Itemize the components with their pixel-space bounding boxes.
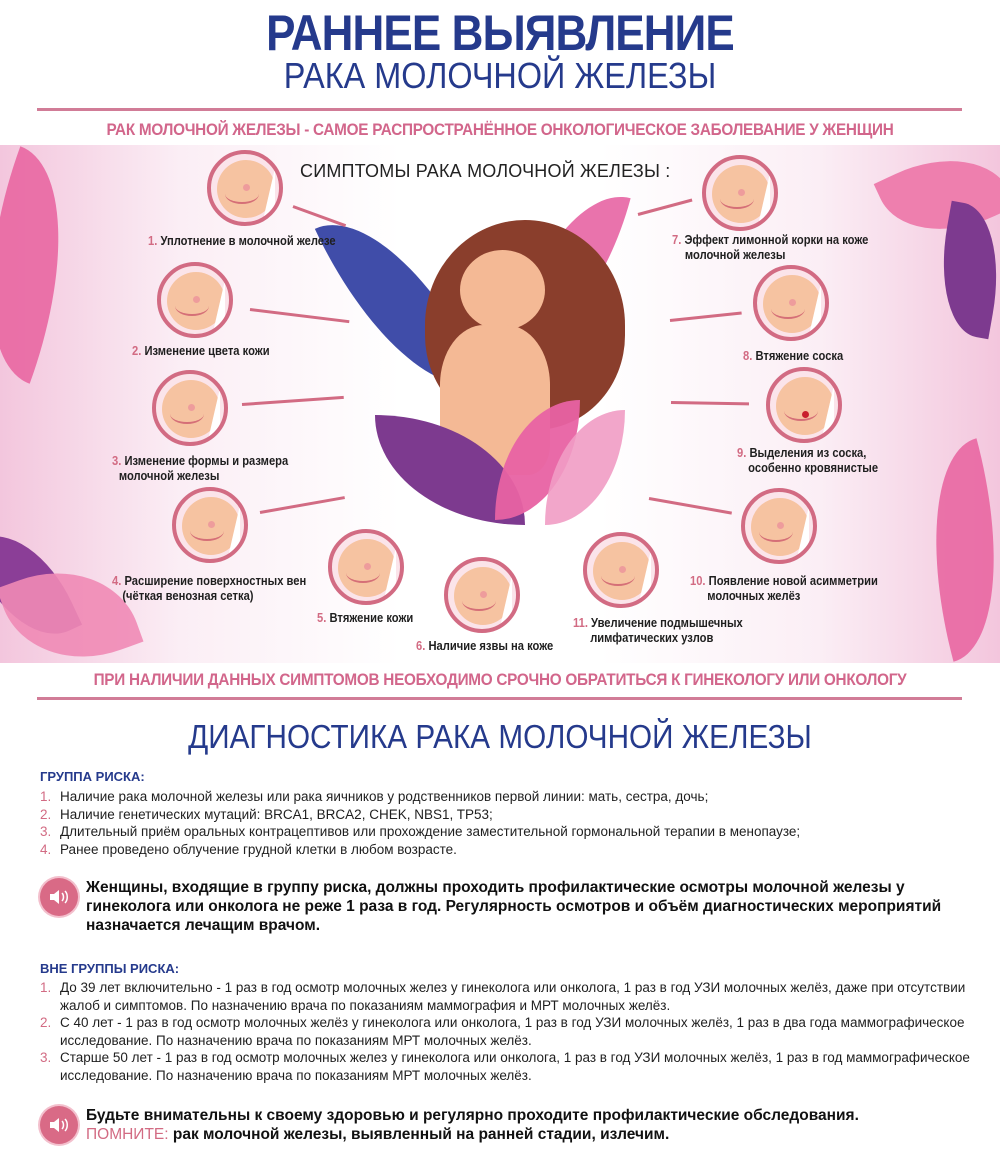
symptom-10-label: 10. Появление новой асимметрии молочных желёз: [690, 573, 878, 603]
symptom-2-image: [157, 262, 233, 338]
final-note-line1: Будьте внимательны к своему здоровью и регулярно проходите профилактические обследования.: [86, 1107, 859, 1124]
connector-2: [250, 308, 350, 323]
diagnostics-title: ДИАГНОСТИКА РАКА МОЛОЧНОЙ ЖЕЛЕЗЫ: [188, 718, 812, 755]
symptom-9-label: 9. Выделения из соска, особенно кровянистые: [737, 445, 879, 475]
connector-4: [260, 496, 345, 514]
banner-bottom: ПРИ НАЛИЧИИ ДАННЫХ СИМПТОМОВ НЕОБХОДИМО СРОЧНО ОБРАТИТЬСЯ К ГИНЕКОЛОГУ ИЛИ ОНКОЛОГУ: [93, 670, 907, 689]
symptom-3-image: [152, 370, 228, 446]
list-item: 4. Ранее проведено облучение грудной клетки в любом возрасте.: [40, 841, 457, 857]
symptom-4-label: 4. Расширение поверхностных вен (чёткая венозная сетка): [112, 573, 307, 603]
list-item: 3. Старше 50 лет - 1 раз в год осмотр молочных желез у гинеколога или онколога, 1 раз в год УЗИ молочных желёз, 1 раз в год маммографическое исследование. По назначению врача по показаниям МРТ молочных желёз.: [40, 1050, 970, 1083]
list-item: 3. Длительный приём оральных контрацептивов или прохождение заместительной гормональной терапии в менопаузе;: [40, 824, 801, 839]
symptom-6-image: [444, 557, 520, 633]
woman-illustration: [345, 185, 655, 525]
final-note: [40, 1106, 980, 1144]
risk-group-note: Женщины, входящие в группу риска, должны проходить профилактические осмотры молочной железы у гинеколога или онколога не реже 1 раза в год. Регулярность осмотров и объём диагностических мероприятий назначается лечащим врачом.: [40, 878, 980, 935]
banner-top: РАК МОЛОЧНОЙ ЖЕЛЕЗЫ - САМОЕ РАСПРОСТРАНЁННОЕ ОНКОЛОГИЧЕСКОЕ ЗАБОЛЕВАНИЕ У ЖЕНЩИН: [106, 120, 894, 139]
non-risk-group-heading: ВНЕ ГРУППЫ РИСКА:: [40, 961, 180, 976]
connector-8: [670, 311, 742, 322]
leaf-left-top-icon: [0, 146, 105, 384]
symptoms-title: СИМПТОМЫ РАКА МОЛОЧНОЙ ЖЕЛЕЗЫ :: [300, 161, 671, 181]
risk-group-list: [40, 788, 980, 858]
risk-group-heading: ГРУППА РИСКА:: [40, 769, 145, 784]
symptoms-panel: [0, 145, 1000, 663]
divider-top: [37, 108, 962, 111]
symptom-9-image: [766, 367, 842, 443]
symptom-8-image: [753, 265, 829, 341]
connector-9: [671, 401, 749, 405]
face-shape: [460, 250, 545, 330]
symptom-10-image: [741, 488, 817, 564]
symptom-7-label: 7. Эффект лимонной корки на коже молочной железы: [672, 232, 869, 262]
list-item: 2. С 40 лет - 1 раз в год осмотр молочных желёз у гинеколога или онколога, 1 раз в год УЗИ молочных желёз, 1 раз в два года маммографическое исследование. По назначению врача по показаниям МРТ молочных желёз.: [40, 1015, 965, 1048]
speaker-icon: [40, 1106, 78, 1144]
symptom-7-image: [702, 155, 778, 231]
list-item: 2. Наличие генетических мутаций: BRCA1, BRCA2, CHEK, NBS1, TP53;: [40, 806, 493, 822]
connector-1: [292, 205, 346, 227]
non-risk-group-list: [40, 979, 980, 1084]
symptom-3-label: 3. Изменение формы и размера молочной железы: [112, 453, 289, 483]
symptom-1-label: 1. Уплотнение в молочной железе: [148, 233, 336, 248]
main-title: РАННЕЕ ВЫЯВЛЕНИЕ: [266, 5, 734, 61]
symptom-1-image: [207, 150, 283, 226]
symptom-6-label: 6. Наличие язвы на коже: [416, 638, 554, 653]
connector-3: [242, 396, 344, 406]
main-subtitle: РАКА МОЛОЧНОЙ ЖЕЛЕЗЫ: [283, 55, 717, 96]
leaf-right-bottom-icon: [899, 438, 1000, 662]
connector-10: [649, 497, 732, 515]
symptom-11-image: [583, 532, 659, 608]
symptom-2-label: 2. Изменение цвета кожи: [132, 343, 270, 358]
symptom-4-image: [172, 487, 248, 563]
symptom-5-label: 5. Втяжение кожи: [317, 610, 414, 625]
list-item: 1. До 39 лет включительно - 1 раз в год осмотр молочных желез у гинеколога или онколога, 1 раз в год УЗИ молочных желёз, даже при отсутствии жалоб и симптомов. По назначению врача по показаниям маммография и МРТ молочных желёз.: [40, 980, 966, 1013]
symptom-8-label: 8. Втяжение соска: [743, 348, 844, 363]
symptom-5-image: [328, 529, 404, 605]
final-note-line2: ПОМНИТЕ: рак молочной железы, выявленный на ранней стадии, излечим.: [86, 1126, 670, 1143]
speaker-icon: [40, 878, 78, 916]
list-item: 1. Наличие рака молочной железы или рака яичников у родственников первой линии: мать, сестра, дочь;: [40, 789, 709, 804]
divider-bottom: [37, 697, 962, 700]
symptom-11-label: 11. Увеличение подмышечных лимфатических узлов: [573, 615, 743, 645]
